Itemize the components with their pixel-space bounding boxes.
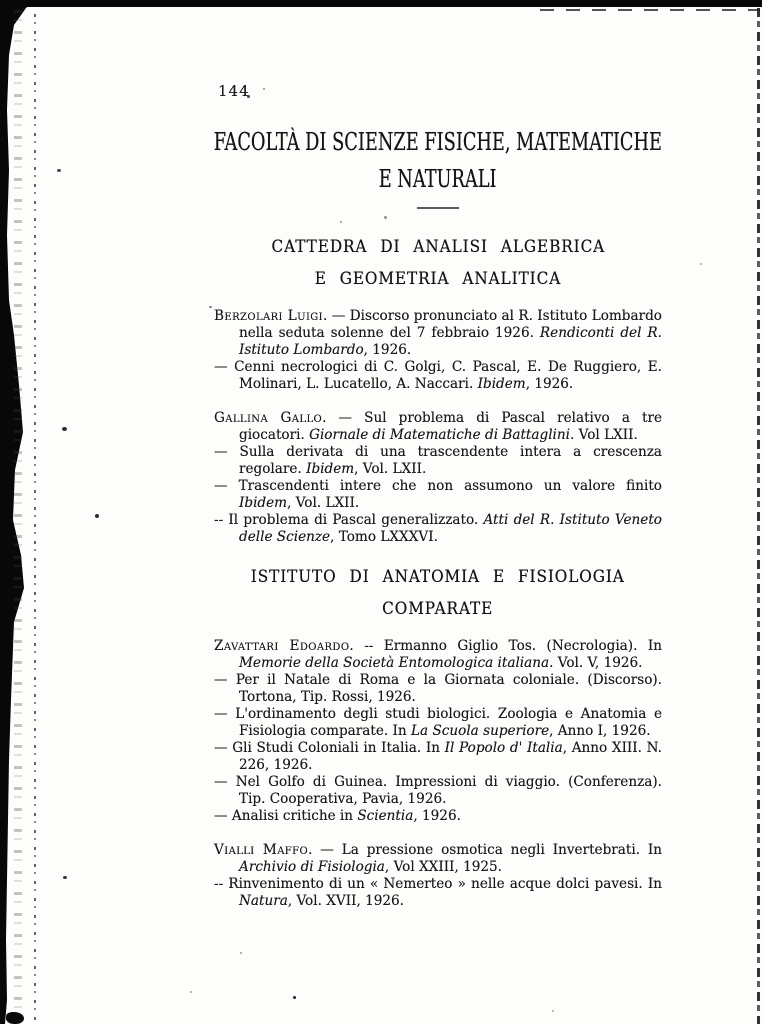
- work-title: Archivio di Fisiologia: [239, 859, 385, 875]
- scan-fold-line: [34, 14, 36, 1024]
- work-title: Rendiconti del R. Istituto Lombardo: [239, 325, 662, 358]
- bibliography-entry: [214, 672, 662, 706]
- work-title: Il Popolo d' Italia: [444, 740, 563, 756]
- entry-text: , Anno XIII. N. 226, 1926.: [239, 740, 663, 773]
- work-title: Natura: [239, 893, 288, 909]
- entry-text: — Sulla derivata di una trascendente intera a crescenza regolare.: [214, 444, 662, 477]
- page-number: 144: [218, 82, 250, 100]
- bibliography-entry: [214, 638, 662, 672]
- scan-speck: [190, 991, 192, 993]
- scan-speck: [209, 306, 212, 308]
- entry-text: , Tomo LXXXVI.: [330, 529, 438, 545]
- entry-text: . Vol LXII.: [570, 427, 638, 443]
- entry-text: , 1926.: [413, 808, 461, 824]
- bibliography-entry: [214, 808, 662, 825]
- entry-text: -- Il problema di Pascal generalizzato.: [214, 512, 484, 528]
- entry-list: [214, 638, 662, 910]
- author-group: [214, 842, 662, 910]
- bibliography-entry: [214, 774, 662, 808]
- entry-text: , Vol. XVII, 1926.: [287, 893, 405, 909]
- entry-text: . — La pressione osmotica negli Invertebrati. In: [308, 842, 662, 858]
- work-title: Atti del R. Istituto Veneto delle Scienze: [239, 512, 662, 545]
- scan-speck: [552, 1010, 554, 1012]
- work-title: Ibidem: [306, 461, 355, 477]
- entry-text: , Vol XXIII, 1925.: [384, 859, 503, 875]
- bibliography-section: [214, 561, 662, 910]
- faculty-title-line1: FACOLTÀ DI SCIENZE FISICHE, MATEMATICHE: [213, 128, 663, 156]
- section-heading-line: [128, 231, 748, 263]
- section-heading: [128, 231, 748, 295]
- section-heading-text: CATTEDRA DI ANALISI ALGEBRICA: [271, 237, 605, 257]
- bibliography-entry: [214, 842, 662, 876]
- text-column: [214, 0, 662, 910]
- scan-speck: [62, 427, 67, 431]
- entry-text: — Gli Studi Coloniali in Italia. In: [214, 740, 445, 756]
- author-name: Berzolari Luigi: [214, 308, 324, 324]
- entry-text: — Analisi critiche in: [214, 808, 358, 824]
- section-heading-line: [128, 593, 748, 625]
- entry-text: . — Sul problema di Pascal relativo a tre giocatori.: [239, 410, 662, 443]
- bibliography-entry: [214, 359, 662, 393]
- scan-speck: [293, 996, 296, 999]
- entry-text: , Vol. LXII.: [287, 495, 360, 511]
- entry-text: . Vol. V, 1926.: [549, 655, 643, 671]
- section-heading-text: COMPARATE: [382, 599, 494, 619]
- faculty-title-line2: E NATURALI: [379, 165, 497, 193]
- entry-text: — Trascendenti intere che non assumono un valore finito: [214, 478, 662, 494]
- entry-list: [214, 308, 662, 546]
- author-group: [214, 308, 662, 393]
- work-title: Ibidem: [477, 376, 526, 392]
- bibliography-entry: [214, 308, 662, 359]
- work-title: Giornale di Matematiche di Battaglini: [309, 427, 570, 443]
- section-heading-line: [128, 263, 748, 295]
- title-divider-rule: [417, 207, 459, 209]
- scan-speck: [240, 952, 242, 954]
- entry-text: — Nel Golfo di Guinea. Impressioni di viaggio. (Conferenza). Tip. Cooperativa, Pavia, 1926.: [214, 774, 662, 807]
- scan-corner-blot: [6, 1012, 24, 1024]
- work-title: Memorie della Società Entomologica italiana: [239, 655, 550, 671]
- author-name: Vialli Maffo: [214, 842, 309, 858]
- author-name: Zavattari Edoardo: [214, 638, 350, 654]
- scan-speck: [95, 514, 99, 518]
- section-heading: [128, 561, 748, 625]
- scan-speck: [57, 169, 61, 172]
- author-group: [214, 638, 662, 825]
- author-name: Gallina Gallo: [214, 410, 323, 426]
- entry-text: , 1926.: [525, 376, 574, 392]
- bibliography-entry: [214, 410, 662, 444]
- scan-speck: [63, 876, 67, 879]
- section-heading-line: [128, 561, 748, 593]
- entry-text: — L'ordinamento degli studi biologici. Zoologia e Anatomia e Fisiologia comparate. In: [214, 706, 662, 739]
- entry-text: , Anno I, 1926.: [549, 723, 651, 739]
- entry-text: , Vol. LXII.: [354, 461, 427, 477]
- faculty-title: [128, 124, 748, 198]
- entry-text: . -- Ermanno Giglio Tos. (Necrologia). In: [349, 638, 662, 654]
- bibliography-entry: [214, 706, 662, 740]
- bibliography-entry: [214, 740, 662, 774]
- entry-text: . — Discorso pronunciato al R. Istituto Lombardo nella seduta solenne del 7 febbraio 1926.: [239, 308, 662, 341]
- author-group: [214, 410, 662, 546]
- section-heading-text: E GEOMETRIA ANALITICA: [314, 269, 562, 289]
- bibliography-entry: [214, 478, 662, 512]
- bibliography-section: [214, 231, 662, 546]
- work-title: Ibidem: [239, 495, 288, 511]
- bibliography-entry: [214, 876, 662, 910]
- section-heading-text: ISTITUTO DI ANATOMIA E FISIOLOGIA: [251, 567, 625, 587]
- work-title: La Scuola superiore: [411, 723, 550, 739]
- bibliography-entry: [214, 512, 662, 546]
- bibliography: [214, 231, 662, 910]
- entry-text: — Cenni necrologici di C. Golgi, C. Pascal, E. De Ruggiero, E. Molinari, L. Lucatello, A. Naccari.: [214, 359, 662, 392]
- entry-text: , 1926.: [363, 342, 412, 358]
- scan-edge-right: [757, 8, 760, 1024]
- entry-text: — Per il Natale di Roma e la Giornata coloniale. (Discorso). Tortona, Tip. Rossi, 1926.: [214, 672, 662, 705]
- scan-binding-texture: [14, 10, 22, 1018]
- entry-text: -- Rinvenimento di un « Nemerteo » nelle acque dolci pavesi. In: [214, 876, 662, 892]
- work-title: Scientia: [357, 808, 414, 824]
- bibliography-entry: [214, 444, 662, 478]
